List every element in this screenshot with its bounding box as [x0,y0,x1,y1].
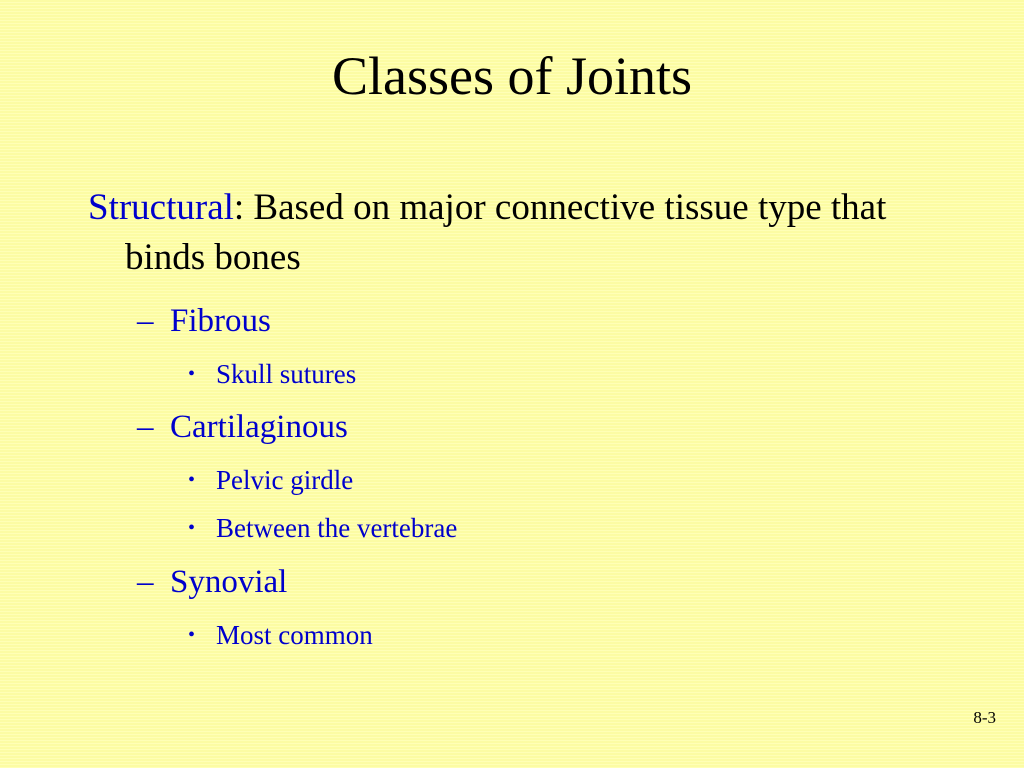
category-synovial [137,562,287,602]
category-label: Synovial [170,564,288,600]
category-fibrous [137,301,271,341]
example-most-common [188,618,373,652]
example-label: Most common [216,620,373,650]
category-cartilaginous [137,407,348,447]
structural-bullet [88,183,948,283]
dot-bullet: • [188,469,196,491]
category-label: Fibrous [170,303,271,339]
dot-bullet: • [188,624,196,646]
slide-number: 8-3 [973,708,996,727]
example-pelvic-girdle [188,463,353,497]
example-label: Pelvic girdle [216,465,354,495]
category-label: Cartilaginous [170,409,348,445]
structural-term: Structural [88,187,234,228]
structural-definition: : Based on major connective tissue type that binds bones [125,187,887,278]
example-label: Between the vertebrae [216,513,458,543]
dash-bullet: – [137,303,154,339]
dash-bullet: – [137,564,154,600]
example-between-vertebrae [188,511,457,545]
dot-bullet: • [188,363,196,385]
dot-bullet: • [188,517,196,539]
slide-title: Classes of Joints [331,46,693,106]
example-skull-sutures [188,357,356,391]
example-label: Skull sutures [216,359,357,389]
slide-body [88,183,948,283]
dash-bullet: – [137,409,154,445]
